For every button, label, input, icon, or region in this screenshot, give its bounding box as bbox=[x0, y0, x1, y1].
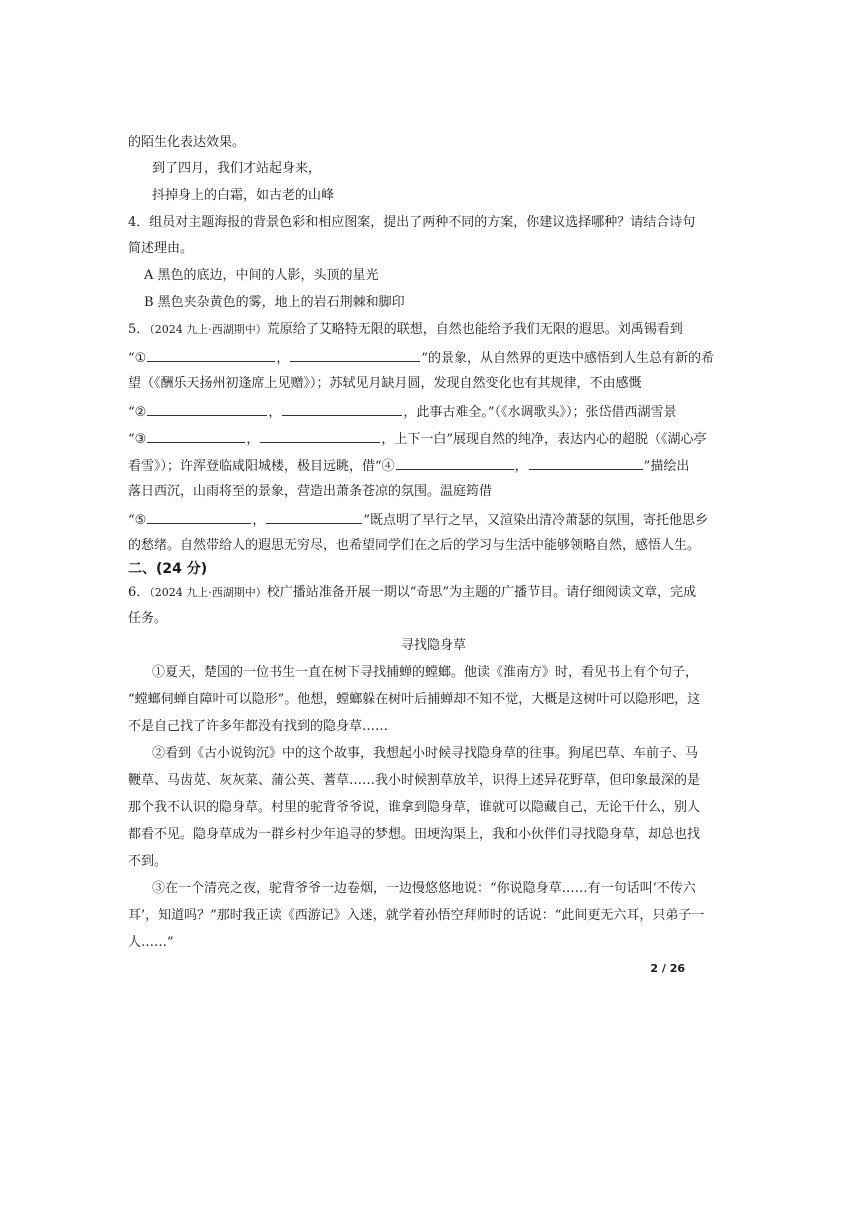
question-4-line: 4．组员对主题海报的背景色彩和相应图案，提出了两种不同的方案，你建议选择哪种？请结合诗句 bbox=[128, 215, 696, 230]
page-number: 2 / 26 bbox=[650, 962, 685, 975]
paragraph-line: ③在一个清亮之夜，驼背爷爷一边卷烟，一边慢悠悠地说：“你说隐身草……有一句话叫‘不传六 bbox=[152, 881, 696, 896]
question-6-line: 任务。 bbox=[128, 611, 168, 626]
article-title: 寻找隐身草 bbox=[400, 638, 466, 653]
question-5-line: 落日西沉，山雨将至的景象，营造出萧条苍凉的氛围。温庭筠借 bbox=[128, 484, 493, 499]
answer-blank[interactable] bbox=[260, 429, 380, 443]
paragraph-line: ②看到《古小说钩沉》中的这个故事，我想起小时候寻找隐身草的往事。狗尾巴草、车前子、马 bbox=[152, 746, 699, 761]
blank-number: “③ bbox=[128, 432, 147, 447]
question-text: ，上下一白”展现自然的纯净，表达内心的超脱（《湖心亭 bbox=[381, 432, 707, 447]
question-number: 5． bbox=[128, 322, 150, 337]
question-5-line bbox=[128, 429, 706, 449]
question-6-line bbox=[128, 584, 696, 602]
answer-blank[interactable] bbox=[282, 402, 402, 416]
answer-blank[interactable] bbox=[147, 429, 245, 443]
paragraph-line: 耳’，知道吗？”那时我正读《西游记》入迷，就学着孙悟空拜师时的话说：“此间更无六耳，只弟子一 bbox=[128, 908, 705, 923]
answer-blank[interactable] bbox=[290, 348, 420, 362]
answer-blank[interactable] bbox=[266, 510, 362, 524]
poem-line: 抖掉身上的白霜，如古老的山峰 bbox=[152, 188, 335, 203]
blank-number: “② bbox=[128, 405, 147, 420]
question-5-line bbox=[128, 456, 689, 476]
question-4-line: 简述理由。 bbox=[128, 241, 194, 256]
question-text: 看雪》）；许浑登临咸阳城楼，极目远眺，借“④ bbox=[128, 459, 395, 474]
comma: ， bbox=[246, 432, 260, 447]
comma: ， bbox=[276, 351, 290, 366]
answer-blank[interactable] bbox=[147, 402, 267, 416]
question-source: （2024 九上·西湖期中） bbox=[149, 323, 267, 336]
paragraph-line: 人……” bbox=[128, 935, 174, 950]
question-5-line bbox=[128, 402, 676, 422]
option-a: A 黑色的底边，中间的人影，头顶的星光 bbox=[144, 268, 379, 283]
comma: ， bbox=[514, 459, 528, 474]
answer-blank[interactable] bbox=[529, 456, 643, 470]
question-number: 6． bbox=[128, 585, 150, 600]
poem-line: 到了四月，我们才站起身来， bbox=[152, 161, 322, 176]
paragraph-line: 不是自己找了许多年都没有找到的隐身草…… bbox=[128, 719, 389, 734]
section-heading: 二、(24 分) bbox=[128, 561, 208, 577]
question-5-line: 望（《酬乐天扬州初逢席上见赠》）；苏轼见月缺月圆，发现自然变化也有其规律，不由感慨 bbox=[128, 376, 642, 391]
blank-number: “⑤ bbox=[128, 513, 147, 528]
paragraph-line: 都看不见。隐身草成为一群乡村少年追寻的梦想。田埂沟渠上，我和小伙伴们寻找隐身草，却总也找 bbox=[128, 827, 701, 842]
question-text: ，此事古难全。”（《水调歌头》）；张岱借西湖雪景 bbox=[403, 405, 677, 420]
comma: ， bbox=[252, 513, 266, 528]
paragraph-line: 那个我不认识的隐身草。村里的驼背爷爷说，谁拿到隐身草，谁就可以隐藏自己，无论干什么，别人 bbox=[128, 800, 701, 815]
paragraph-line: “螳螂伺蝉自障叶可以隐形”。他想，螳螂躲在树叶后捕蝉却不知不觉，大概是这树叶可以隐形吧，这 bbox=[128, 692, 701, 707]
question-text: 校广播站准备开展一期以“奇思”为主题的广播节目。请仔细阅读文章，完成 bbox=[266, 585, 697, 600]
question-text: 荒原给了艾略特无限的联想，自然也能给予我们无限的遐思。刘禹锡看到 bbox=[266, 322, 683, 337]
paragraph-line: 鞭草、马齿苋、灰灰菜、蒲公英、蓍草……我小时候割草放羊，识得上述异花野草，但印象最深的是 bbox=[128, 773, 701, 788]
question-5-line bbox=[128, 348, 714, 368]
blank-number: “① bbox=[128, 351, 147, 366]
question-5-line bbox=[128, 321, 683, 339]
question-text: ”的景象，从自然界的更迭中感悟到人生总有新的希 bbox=[421, 351, 714, 366]
question-text: ”描绘出 bbox=[643, 459, 690, 474]
option-b: B 黑色夹杂黄色的雾，地上的岩石荆棘和脚印 bbox=[144, 295, 405, 310]
answer-blank[interactable] bbox=[396, 456, 514, 470]
answer-blank[interactable] bbox=[147, 348, 275, 362]
answer-blank[interactable] bbox=[147, 510, 251, 524]
question-5-line bbox=[128, 510, 708, 530]
comma: ， bbox=[268, 405, 282, 420]
text-line: 的陌生化表达效果。 bbox=[128, 135, 246, 150]
question-source: （2024 九上·西湖期中） bbox=[149, 586, 267, 599]
question-text: ”既点明了早行之早，又渲染出清冷萧瑟的氛围，寄托他思乡 bbox=[363, 513, 708, 528]
question-5-line: 的愁绪。自然带给人的遐思无穷尽，也希望同学们在之后的学习与生活中能够领略自然，感悟人生。 bbox=[128, 538, 701, 553]
paragraph-line: 不到。 bbox=[128, 854, 168, 869]
paragraph-line: ①夏天，楚国的一位书生一直在树下寻找捕蝉的螳螂。他读《淮南方》时，看见书上有个句子， bbox=[152, 665, 699, 680]
